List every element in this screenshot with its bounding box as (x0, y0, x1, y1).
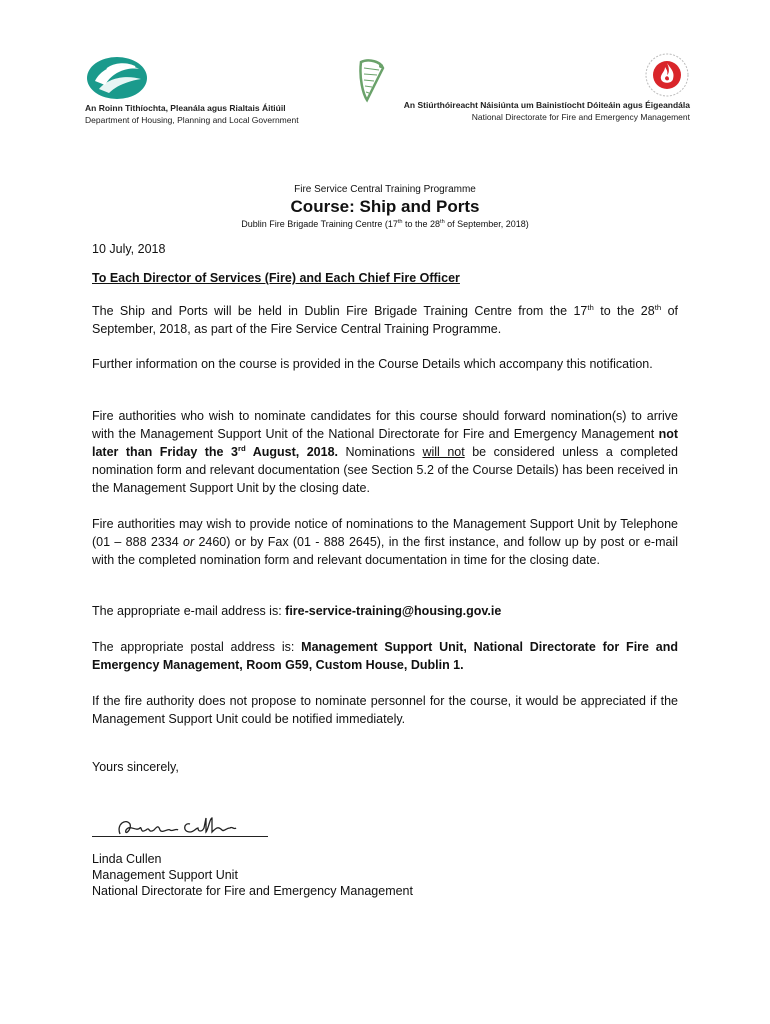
fire-directorate-emblem-icon (644, 52, 690, 98)
paragraph-further-info: Further information on the course is provided in the Course Details which accompany this notification. (92, 357, 653, 371)
harp-emblem (355, 58, 387, 104)
department-swirl-logo-icon (85, 55, 149, 101)
postal-address: Management Support Unit, National Directorate for Fire and Emergency Management, Room G59, Custom House, Dublin 1. (92, 640, 679, 672)
signatory-organisation: National Directorate for Fire and Emergency Management (92, 884, 413, 898)
handwritten-signature-icon (90, 810, 270, 842)
department-name-irish: An Roinn Tithíochta, Pleanála agus Rialtais Áitiúil (85, 103, 286, 113)
directorate-name-irish: An Stiúrthóireacht Náisiúnta um Bainistíocht Dóiteáin agus Éigeandála (403, 100, 690, 110)
course-title: Course: Ship and Ports (290, 197, 480, 216)
paragraph-nominations: Fire authorities who wish to nominate candidates for this course should forward nomination(s) to arrive with the Management Support Unit of the National Directorate for Fire and Emergency Management not later than Friday the 3rd August, 2018. Nominations will not be considered unless a completed nomination form and relevant documentation (see Section 5.2 of the Course Details) has been received in the Management Support Unit by the closing date. (92, 409, 678, 495)
harp-emblem-icon (355, 58, 387, 104)
department-name-english: Department of Housing, Planning and Local Government (85, 115, 299, 125)
department-logo (85, 55, 325, 130)
paragraph-email: The appropriate e-mail address is: fire-service-training@housing.gov.ie (92, 604, 502, 618)
paragraph-course-dates: The Ship and Ports will be held in Dublin Fire Brigade Training Centre from the 17th to the 28th of September, 2018, as part of the Fire Service Central Training Programme. (92, 302, 679, 336)
directorate-logo (403, 52, 690, 127)
paragraph-no-nomination: If the fire authority does not propose to nominate personnel for the course, it would be appreciated if the Management Support Unit could be notified immediately. (92, 694, 678, 726)
paragraph-notice: Fire authorities may wish to provide notice of nominations to the Management Support Unit by Telephone (01 – 888 2334 or 2460) or by Fax (01 - 888 2645), in the first instance, and follow up by post or e-mail with the completed nomination form and relevant documentation in time for the closing date. (92, 517, 678, 567)
salutation: To Each Director of Services (Fire) and Each Chief Fire Officer (92, 271, 460, 285)
email-address[interactable]: fire-service-training@housing.gov.ie (285, 604, 502, 618)
signatory-name: Linda Cullen (92, 852, 162, 866)
closing-date: not later than Friday the 3rd August, 2018. (92, 427, 678, 459)
programme-name: Fire Service Central Training Programme (294, 184, 476, 195)
signature (90, 810, 270, 842)
signature-line (92, 836, 268, 837)
sign-off-block (92, 851, 413, 899)
paragraph-postal-address: The appropriate postal address is: Management Support Unit, National Directorate for Fire and Emergency Management, Room G59, Custom House, Dublin 1. (92, 640, 679, 672)
letter-date: 10 July, 2018 (92, 242, 166, 256)
signatory-unit: Management Support Unit (92, 868, 238, 882)
course-venue: Dublin Fire Brigade Training Centre (17th to the 28th of September, 2018) (241, 219, 529, 229)
closing: Yours sincerely, (92, 760, 179, 774)
directorate-name-english: National Directorate for Fire and Emergency Management (471, 112, 690, 122)
